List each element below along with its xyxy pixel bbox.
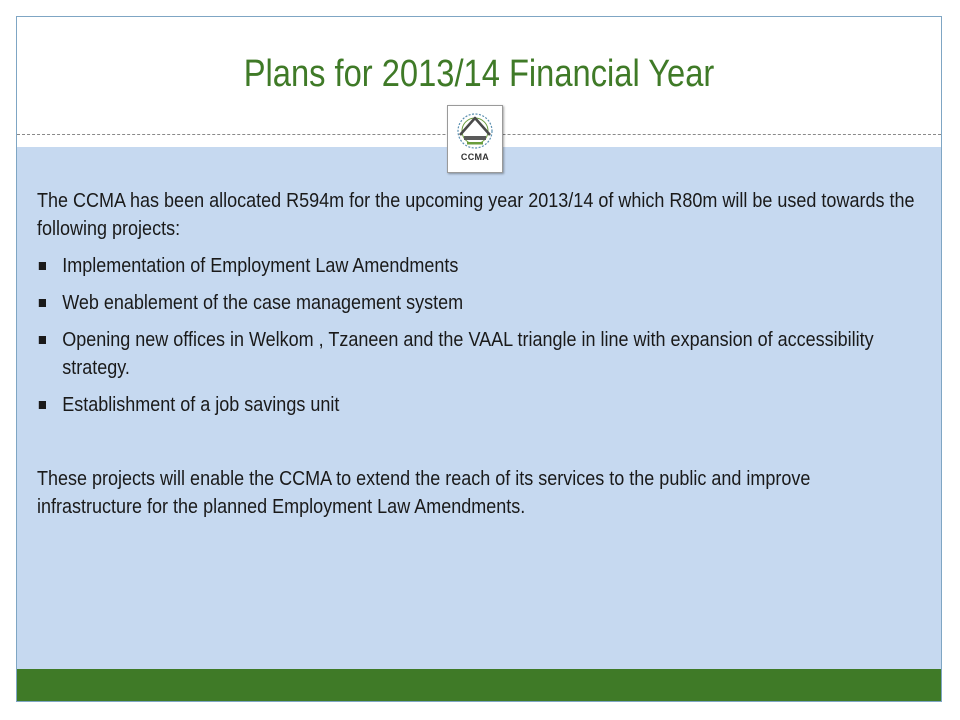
slide-content (37, 187, 917, 541)
square-bullet-icon (39, 262, 46, 270)
list-item-text: Establishment of a job savings unit (62, 394, 340, 416)
list-item (37, 391, 916, 419)
list-item-text: Opening new offices in Welkom , Tzaneen and the VAAL triangle in line with expansion of accessibility strategy. (62, 329, 874, 379)
list-item (37, 289, 916, 317)
ccma-emblem-icon (452, 109, 498, 153)
footer-bar (17, 669, 941, 701)
slide (16, 16, 942, 702)
project-list (37, 252, 916, 419)
slide-title: Plans for 2013/14 Financial Year (243, 53, 715, 95)
square-bullet-icon (39, 299, 46, 307)
ccma-logo (447, 105, 503, 173)
closing-paragraph: These projects will enable the CCMA to extend the reach of its services to the public and improve infrastructure for the planned Employment Law Amendments. (37, 468, 811, 518)
list-item-text: Web enablement of the case management system (62, 292, 464, 314)
logo-text: CCMA (460, 152, 490, 162)
list-item-text: Implementation of Employment Law Amendments (62, 255, 459, 277)
square-bullet-icon (39, 401, 46, 409)
intro-paragraph: The CCMA has been allocated R594m for the upcoming year 2013/14 of which R80m will be used towards the following projects: (37, 190, 915, 240)
list-item (37, 326, 916, 382)
square-bullet-icon (39, 336, 46, 344)
content-text-block (37, 187, 916, 521)
list-item (37, 252, 916, 280)
